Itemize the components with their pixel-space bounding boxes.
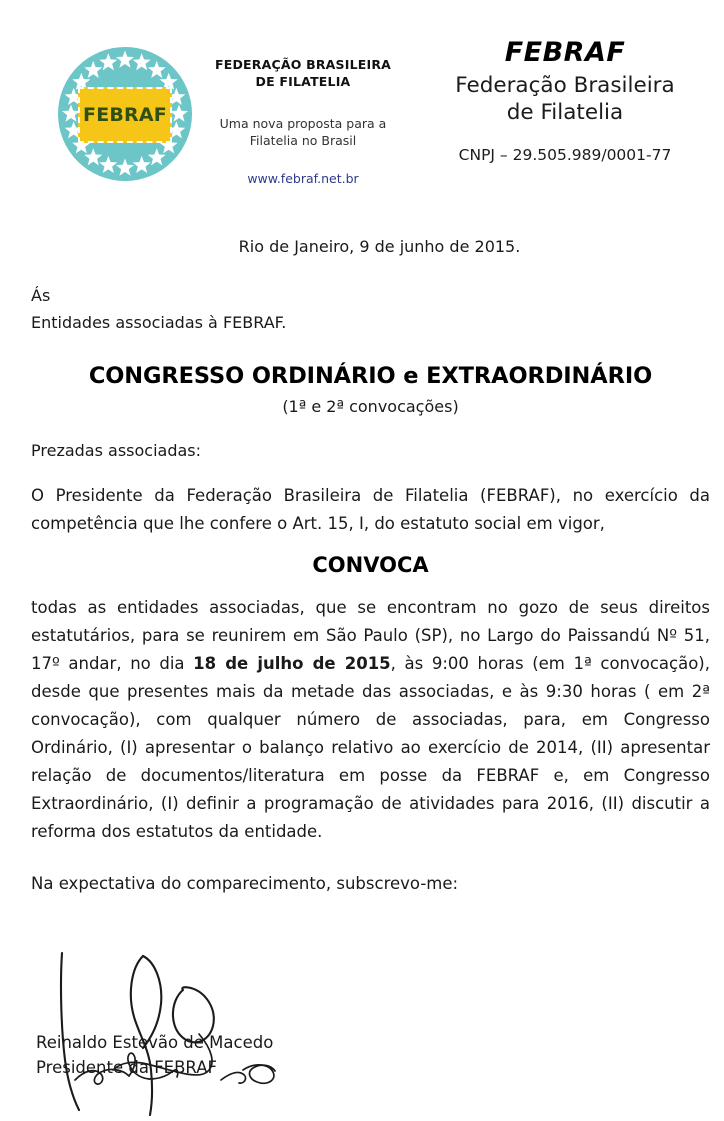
- letterhead-full-name-line2: de Filatelia: [506, 100, 624, 125]
- main-paragraph: [31, 594, 710, 846]
- page-subtitle: (1ª e 2ª convocações): [282, 397, 459, 416]
- letterhead-org-name-line1: FEDERAÇÃO BRASILEIRA: [214, 57, 392, 72]
- letterhead-right-block: [415, 38, 715, 164]
- letterhead-full-name-line1: Federação Brasileira: [455, 73, 675, 98]
- letterhead-tagline: [196, 115, 410, 149]
- main-paragraph-part-2: , às 9:00 horas (em 1ª convocação), desde que presentes mais da metade das associadas, e às 9:30 horas ( em 2ª convocação), com qualquer número de associadas, para, em Congresso Ordinário, (I) apresentar o balanço relativo ao exercício de 2014, (II) apresentar relação de documentos/literatura em posse da FEBRAF e, em Congresso Extraordinário, (I) definir a programação de atividades para 2016, (II) discutir a reforma dos estatutos da entidade.: [31, 654, 710, 841]
- addressee-line-2: Entidades associadas à FEBRAF.: [31, 313, 287, 332]
- addressee-block: [31, 282, 710, 336]
- letterhead-tagline-line2: Filatelia no Brasil: [249, 133, 357, 148]
- letterhead: [0, 0, 724, 215]
- letterhead-acronym: FEBRAF: [504, 37, 626, 68]
- document-body: [31, 236, 710, 896]
- letterhead-org-name-line2: DE FILATELIA: [255, 74, 351, 89]
- page-title: CONGRESSO ORDINÁRIO e EXTRAORDINÁRIO: [88, 363, 653, 389]
- letterhead-cnpj: CNPJ – 29.505.989/0001-77: [458, 146, 672, 164]
- letterhead-tagline-line1: Uma nova proposta para a: [219, 116, 387, 131]
- logo-stamp-icon: [78, 87, 172, 143]
- letterhead-center-block: [196, 56, 410, 186]
- addressee-line-1: Ás: [31, 286, 51, 305]
- letterhead-website-link[interactable]: www.febraf.net.br: [247, 171, 359, 186]
- main-paragraph-part-1: todas as entidades associadas, que se encontram no gozo de seus direitos estatutários, para se reunirem em São Paulo (SP), no Largo do Paissandú Nº 51, 17º andar, no dia: [31, 598, 710, 673]
- greeting-line: Prezadas associadas:: [31, 441, 202, 460]
- convoca-heading: CONVOCA: [312, 553, 429, 577]
- signer-name: Reinaldo Estevão de Macedo: [36, 1033, 274, 1052]
- letterhead-full-name: [415, 72, 715, 126]
- intro-paragraph: O Presidente da Federação Brasileira de Filatelia (FEBRAF), no exercício da competência que lhe confere o Art. 15, I, do estatuto social em vigor,: [31, 486, 710, 533]
- signer-role: Presidente da FEBRAF: [36, 1058, 218, 1077]
- signature-block: [31, 938, 361, 1121]
- letterhead-org-name: [196, 56, 410, 90]
- closing-line: Na expectativa do comparecimento, subscrevo-me:: [31, 874, 459, 893]
- meeting-date-bold: 18 de julho de 2015: [193, 654, 391, 673]
- city-and-date: Rio de Janeiro, 9 de junho de 2015.: [238, 237, 521, 256]
- logo-stamp-label: FEBRAF: [83, 103, 167, 126]
- febraf-logo: [58, 47, 192, 181]
